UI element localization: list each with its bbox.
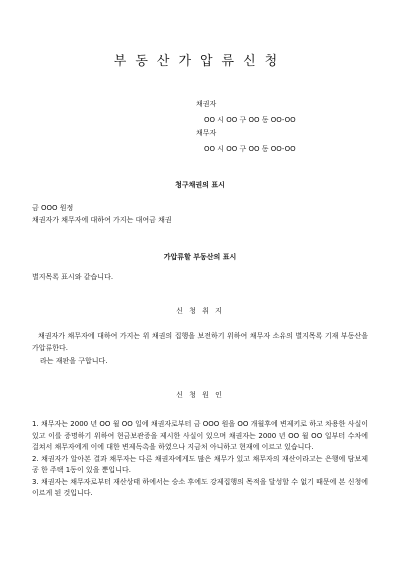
reason-item-1: 1. 채무자는 2000 년 OO 월 OO 일에 채권자로부터 금 OOO 원을 OO 개월후에 변제키로 하고 차용한 사실이 있고 이를 증명하기 위하여 현금보관증을 제시한 사실이 있으며 채권자는 2000 년 OO 월 OO 일부터 수차에 걸쳐서 채무자에게 이에 대한 변제독촉을 하였으나 지금처 아니하고 현재에 이르고 있습니다. xyxy=(32,420,368,451)
creditor-label: 채권자 xyxy=(196,100,217,108)
purpose-heading: 신 청 취 지 xyxy=(176,307,224,315)
purpose-line1: 채권자가 채무자에 대하여 가지는 위 채권의 집행을 보전하기 위하여 채무자 소유의 별지목록 기재 부동산을 가압류한다. xyxy=(32,332,368,352)
property-text: 별지목록 표시와 같습니다. xyxy=(32,273,114,281)
purpose-line2: 라는 재판을 구합니다. xyxy=(40,357,108,365)
debtor-block xyxy=(196,129,296,154)
claim-heading: 청구채권의 표시 xyxy=(175,181,225,189)
creditor-block xyxy=(196,100,296,125)
reason-item-2: 2. 채권자가 알아본 결과 채무자는 다른 채권자에게도 많은 채무가 있고 채무자의 재산이라고는 은행에 담보제공 한 주택 1동이 있을 뿐입니다. xyxy=(32,454,368,474)
document-title: 부동산가압류신청 xyxy=(113,54,287,69)
debtor-label: 채무자 xyxy=(196,129,217,137)
claim-description: 채권자가 채무자에 대하여 가지는 대여금 채권 xyxy=(32,215,172,224)
reasons-heading: 신 청 원 인 xyxy=(176,391,224,399)
claim-amount: 금 OOO 원정 xyxy=(32,204,74,212)
claim-section xyxy=(32,203,368,226)
reason-item-3: 3. 채권자는 채무자로부터 재산상태 하에서는 승소 후에도 강제집행의 목적을 달성할 수 없기 때문에 본 신청에 이르게 된 것입니다. xyxy=(32,477,368,497)
reasons-list xyxy=(32,419,368,500)
debtor-address: OO 시 OO 구 OO 동 OO-OO xyxy=(204,145,296,153)
creditor-address: OO 시 OO 구 OO 동 OO-OO xyxy=(204,116,296,124)
property-heading: 가압류할 부동산의 표시 xyxy=(163,253,237,261)
